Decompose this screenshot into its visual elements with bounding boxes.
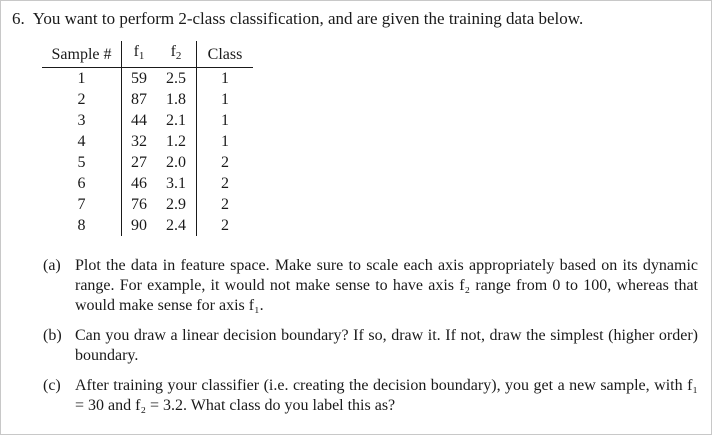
question-heading bbox=[12, 9, 583, 29]
cell-sample: 7 bbox=[77, 196, 86, 213]
table-row bbox=[42, 68, 253, 90]
question-text: You want to perform 2-class classification, and are given the training data below. bbox=[32, 9, 584, 28]
part-b-text: Can you draw a linear decision boundary? If so, draw it. If not, draw the simplest (higher order) boundary. bbox=[75, 327, 698, 364]
cell-sample: 2 bbox=[77, 91, 86, 108]
cell-sample: 8 bbox=[77, 217, 86, 234]
cell-class: 1 bbox=[197, 89, 254, 110]
cell-class: 2 bbox=[197, 173, 254, 194]
cell-f1: 87 bbox=[122, 89, 157, 110]
part-a-label: (a) bbox=[43, 257, 61, 274]
cell-f2: 2.5 bbox=[166, 70, 186, 87]
cell-class: 1 bbox=[197, 68, 254, 90]
part-c-label: (c) bbox=[43, 377, 61, 394]
cell-f2: 2.4 bbox=[166, 217, 186, 234]
cell-class: 2 bbox=[197, 194, 254, 215]
table-header-row bbox=[42, 41, 253, 68]
table-body bbox=[42, 68, 253, 237]
table-row bbox=[42, 131, 253, 152]
header-f2-letter: f bbox=[170, 43, 176, 60]
part-b bbox=[43, 326, 698, 366]
part-b-label: (b) bbox=[43, 327, 62, 344]
cell-f1: 46 bbox=[122, 173, 157, 194]
table-row bbox=[42, 152, 253, 173]
cell-f2: 3.1 bbox=[166, 175, 186, 192]
question-number: 6. bbox=[12, 9, 25, 28]
cell-f1: 27 bbox=[122, 152, 157, 173]
training-data-table bbox=[42, 41, 253, 236]
cell-f1: 90 bbox=[122, 215, 157, 236]
cell-sample: 5 bbox=[77, 154, 86, 171]
cell-f2: 1.8 bbox=[166, 91, 186, 108]
table-row bbox=[42, 173, 253, 194]
table-row bbox=[42, 194, 253, 215]
table-row bbox=[42, 89, 253, 110]
header-f2-subscript: 2 bbox=[175, 50, 182, 62]
cell-f1: 44 bbox=[122, 110, 157, 131]
cell-class: 2 bbox=[197, 152, 254, 173]
header-f1-letter: f bbox=[133, 43, 139, 60]
cell-class: 1 bbox=[197, 110, 254, 131]
header-f2 bbox=[156, 41, 197, 68]
table-row bbox=[42, 215, 253, 236]
question-parts bbox=[43, 256, 698, 426]
header-class: Class bbox=[197, 41, 254, 68]
cell-class: 2 bbox=[197, 215, 254, 236]
cell-f2: 2.0 bbox=[166, 154, 186, 171]
cell-f1: 76 bbox=[122, 194, 157, 215]
header-sample: Sample # bbox=[42, 41, 122, 68]
header-f1 bbox=[122, 41, 157, 68]
part-c bbox=[43, 376, 698, 416]
cell-f2: 2.1 bbox=[166, 112, 186, 129]
cell-sample: 6 bbox=[77, 175, 86, 192]
part-a bbox=[43, 256, 698, 316]
cell-sample: 1 bbox=[77, 70, 86, 87]
cell-f2: 2.9 bbox=[166, 196, 186, 213]
cell-sample: 3 bbox=[77, 112, 86, 129]
cell-f1: 59 bbox=[122, 68, 157, 90]
table-row bbox=[42, 110, 253, 131]
part-a-text: Plot the data in feature space. Make sure to scale each axis appropriately based on its dynamic range. For example, it would not make sense to have axis f₂ range from 0 to 100, whereas that would make sense for axis f₁. bbox=[75, 257, 698, 314]
cell-f2: 1.2 bbox=[166, 133, 186, 150]
cell-class: 1 bbox=[197, 131, 254, 152]
header-f1-subscript: 1 bbox=[138, 50, 145, 62]
cell-sample: 4 bbox=[77, 133, 86, 150]
part-c-text: After training your classifier (i.e. creating the decision boundary), you get a new sample, with f₁ = 30 and f₂ = 3.2. What class do you label this as? bbox=[75, 377, 698, 414]
cell-f1: 32 bbox=[122, 131, 157, 152]
